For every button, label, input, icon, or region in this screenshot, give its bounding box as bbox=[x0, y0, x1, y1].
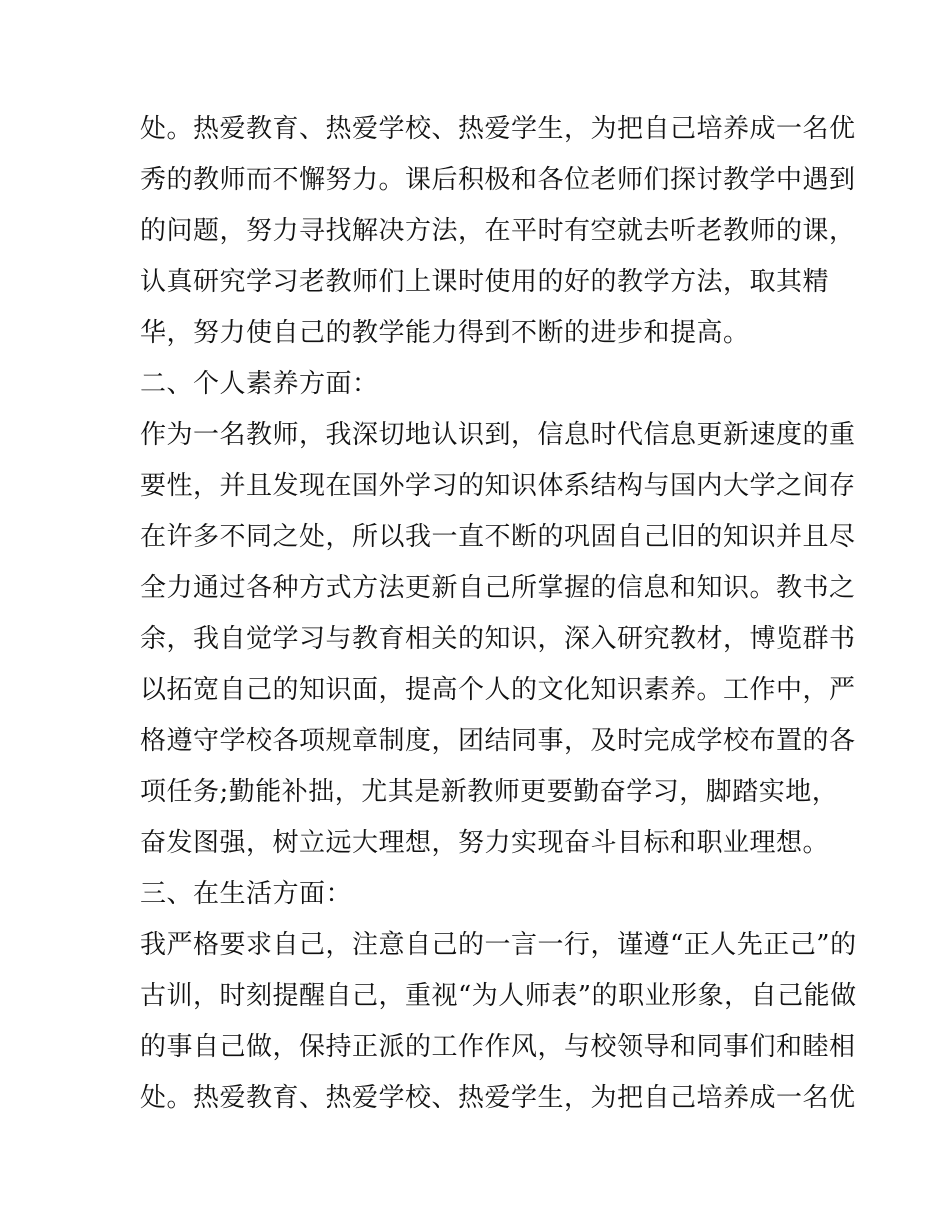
text-line: 以拓宽自己的知识面，提高个人的文化知识素养。工作中，严 bbox=[140, 675, 856, 705]
text-line: 的问题，努力寻找解决方法，在平时有空就去听老教师的课， bbox=[140, 216, 856, 246]
text-line: 要性，并且发现在国外学习的知识体系结构与国内大学之间存 bbox=[140, 471, 856, 501]
text-line: 华，努力使自己的教学能力得到不断的进步和提高。 bbox=[140, 318, 750, 348]
section-heading-life: 三、在生活方面： bbox=[140, 879, 353, 909]
text-line: 在许多不同之处，所以我一直不断的巩固自己旧的知识并且尽 bbox=[140, 522, 856, 552]
text-line: 处。热爱教育、热爱学校、热爱学生，为把自己培养成一名优 bbox=[140, 1083, 856, 1113]
text-line: 认真研究学习老教师们上课时使用的好的教学方法，取其精 bbox=[140, 267, 830, 297]
text-line: 处。热爱教育、热爱学校、热爱学生，为把自己培养成一名优 bbox=[140, 114, 856, 144]
text-line: 秀的教师而不懈努力。课后积极和各位老师们探讨教学中遇到 bbox=[140, 165, 856, 195]
document-body bbox=[140, 104, 857, 1124]
text-line: 我严格要求自己，注意自己的一言一行，谨遵“正人先正己”的 bbox=[140, 930, 857, 960]
text-line: 的事自己做，保持正派的工作作风，与校领导和同事们和睦相 bbox=[140, 1032, 856, 1062]
text-line: 古训，时刻提醒自己，重视“为人师表”的职业形象，自己能做 bbox=[140, 981, 857, 1011]
text-line: 全力通过各种方式方法更新自己所掌握的信息和知识。教书之 bbox=[140, 573, 856, 603]
text-line: 作为一名教师，我深切地认识到，信息时代信息更新速度的重 bbox=[140, 420, 856, 450]
text-line: 项任务;勤能补拙，尤其是新教师更要勤奋学习，脚踏实地， bbox=[140, 777, 839, 807]
text-line: 余，我自觉学习与教育相关的知识，深入研究教材，博览群书 bbox=[140, 624, 856, 654]
text-line: 奋发图强，树立远大理想，努力实现奋斗目标和职业理想。 bbox=[140, 828, 830, 858]
section-heading-personal-quality: 二、个人素养方面： bbox=[140, 369, 379, 399]
text-line: 格遵守学校各项规章制度，团结同事，及时完成学校布置的各 bbox=[140, 726, 856, 756]
